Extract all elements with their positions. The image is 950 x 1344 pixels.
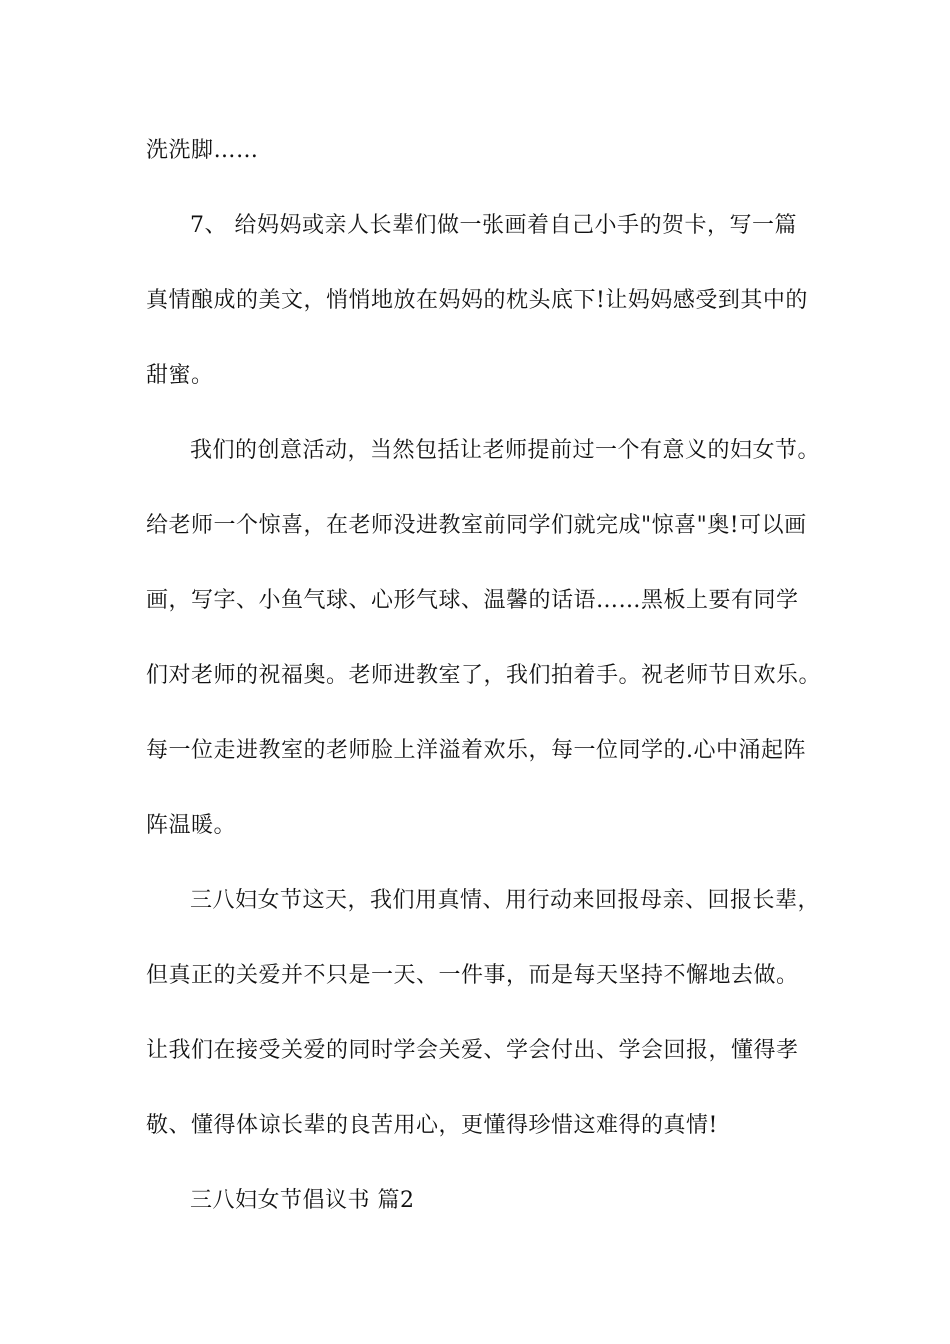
- paragraph-line: 让我们在接受关爱的同时学会关爱、学会付出、学会回报，懂得孝: [146, 1038, 799, 1063]
- paragraph-line: 给老师一个惊喜，在老师没进教室前同学们就完成"惊喜"奥!可以画: [146, 513, 807, 538]
- paragraph-line: 三八妇女节这天，我们用真情、用行动来回报母亲、回报长辈，: [190, 888, 821, 913]
- paragraph-line: 阵温暖。: [146, 813, 237, 838]
- paragraph-line: 洗洗脚……: [146, 138, 259, 163]
- paragraph-line: 敬、懂得体谅长辈的良苦用心，更懂得珍惜这难得的真情!: [146, 1113, 718, 1138]
- section-heading: 三八妇女节倡议书 篇2: [190, 1188, 415, 1213]
- paragraph-line: 们对老师的祝福奥。老师进教室了，我们拍着手。祝老师节日欢乐。: [146, 663, 822, 688]
- paragraph-line: 我们的创意活动，当然包括让老师提前过一个有意义的妇女节。: [190, 438, 821, 463]
- list-item-7: 7、 给妈妈或亲人长辈们做一张画着自己小手的贺卡，写一篇: [190, 213, 797, 238]
- paragraph-line: 画，写字、小鱼气球、心形气球、温馨的话语……黑板上要有同学: [146, 588, 799, 613]
- paragraph-line: 真情酿成的美文，悄悄地放在妈妈的枕头底下!让妈妈感受到其中的: [146, 288, 808, 313]
- paragraph-line: 但真正的关爱并不只是一天、一件事，而是每天坚持不懈地去做。: [146, 963, 799, 988]
- paragraph-line: 每一位走进教室的老师脸上洋溢着欢乐，每一位同学的.心中涌起阵: [146, 738, 806, 763]
- paragraph-line: 甜蜜。: [146, 363, 214, 388]
